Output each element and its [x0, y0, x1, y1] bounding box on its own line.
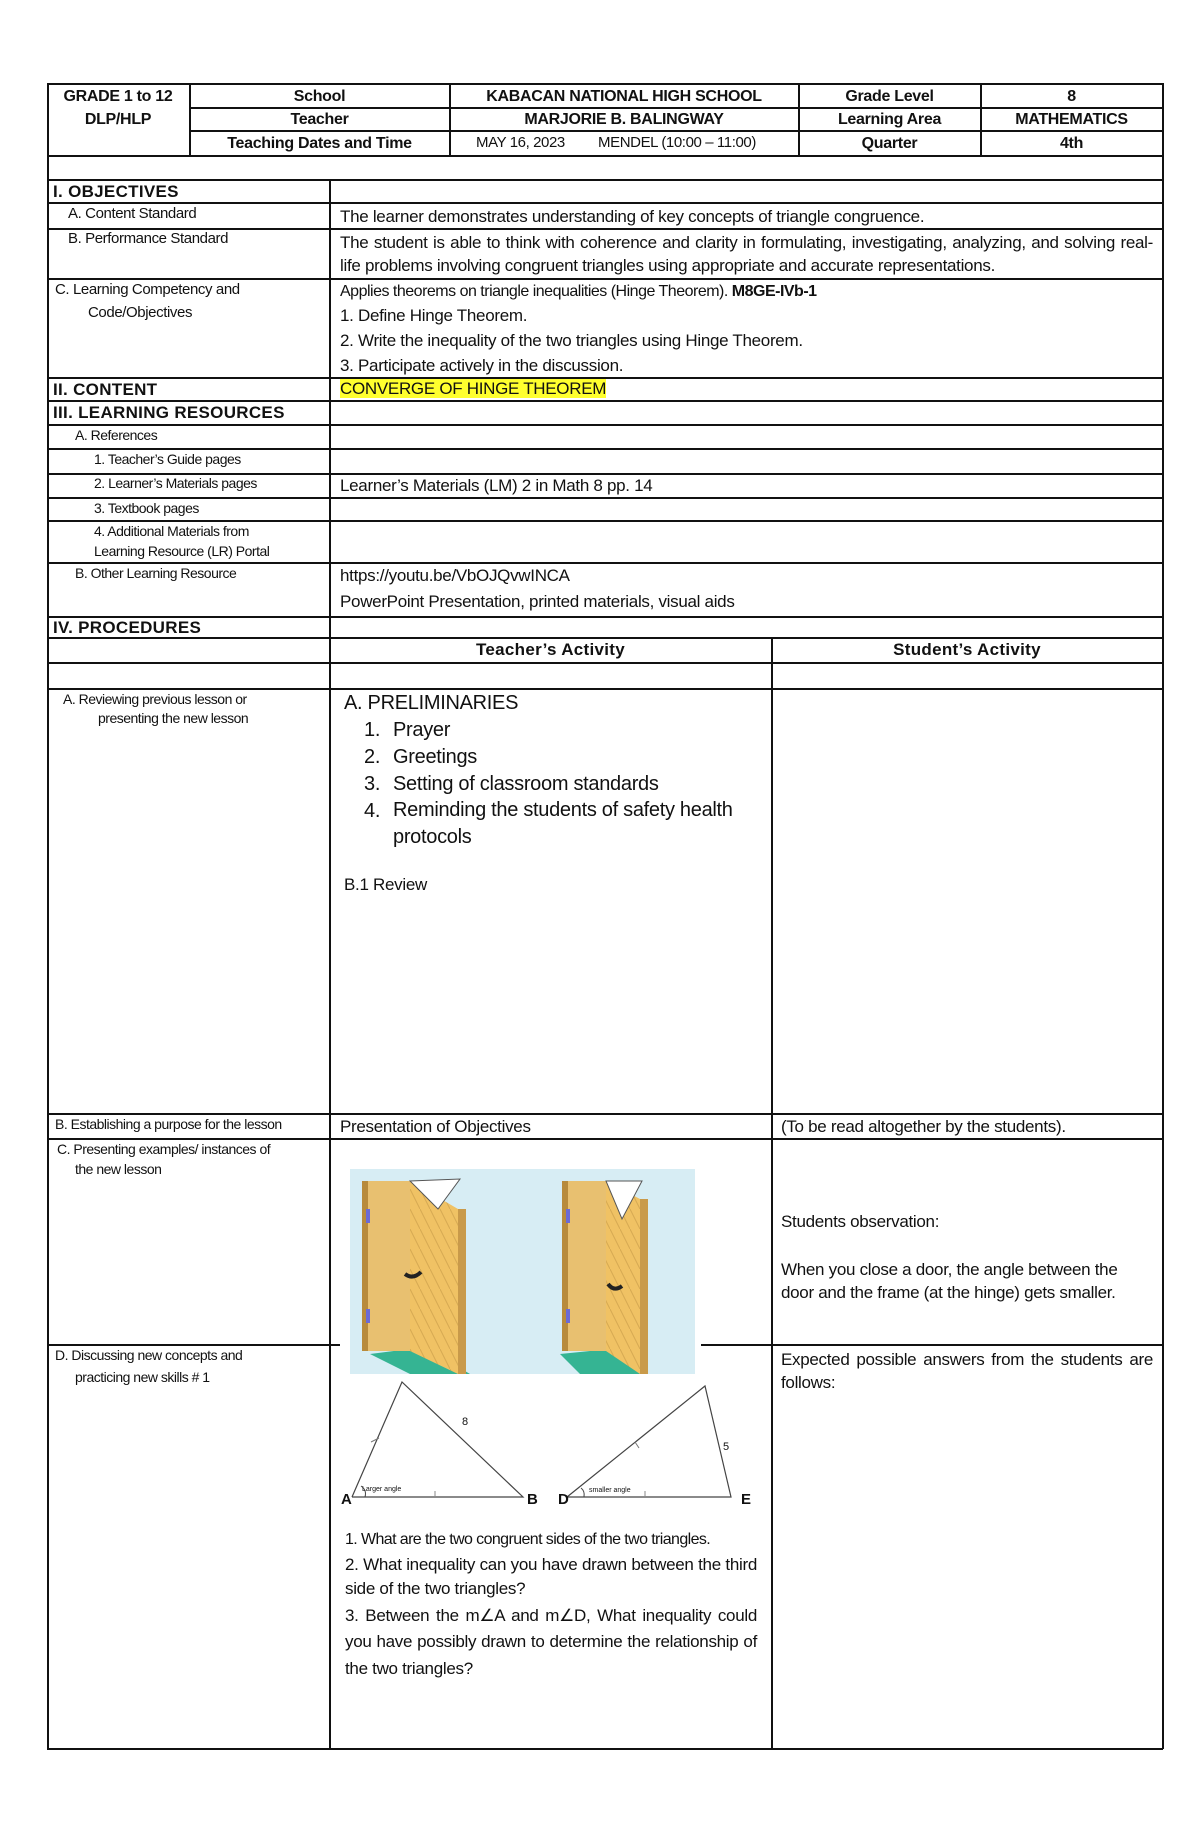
- content-title: II. CONTENT: [53, 380, 158, 399]
- objective-2: 2. Write the inequality of the two triangles using Hinge Theorem.: [340, 331, 803, 350]
- vertex-d: D: [558, 1491, 569, 1508]
- content-value-highlight: CONVERGE OF HINGE THEOREM: [340, 379, 607, 398]
- vertex-b: B: [527, 1491, 538, 1508]
- quarter-value: 4th: [1059, 135, 1084, 152]
- side-length-5: 5: [723, 1441, 730, 1453]
- school-value: KABACAN NATIONAL HIGH SCHOOL: [486, 88, 762, 105]
- procedures-title: IV. PROCEDURES: [53, 618, 202, 637]
- door-illustration: [350, 1169, 695, 1374]
- student-observation-title: Students observation:: [781, 1212, 940, 1231]
- prelim-item-2: Greetings: [393, 746, 478, 768]
- objective-1: 1. Define Hinge Theorem.: [340, 306, 528, 325]
- student-activity-heading: Student’s Activity: [893, 640, 1041, 659]
- purpose-label: B. Establishing a purpose for the lesson: [55, 1116, 282, 1132]
- competency-code: M8GE-IVb-1: [731, 283, 817, 300]
- textbook-pages-label: 3. Textbook pages: [94, 500, 199, 516]
- content-value: [340, 379, 606, 399]
- tg-pages-label: 1. Teacher’s Guide pages: [94, 451, 241, 467]
- additional-materials-label-1: 4. Additional Materials from: [94, 523, 249, 539]
- other-resource-materials: PowerPoint Presentation, printed materials, visual aids: [340, 592, 735, 611]
- performance-standard-label: B. Performance Standard: [68, 230, 229, 247]
- vertex-e: E: [741, 1491, 752, 1508]
- teacher-value: MARJORIE B. BALINGWAY: [524, 111, 724, 128]
- purpose-teacher: Presentation of Objectives: [340, 1117, 531, 1136]
- reviewing-label-2: presenting the new lesson: [98, 710, 249, 726]
- prelim-item-4: Reminding the students of safety health protocols: [393, 799, 733, 848]
- door-open-wide: [362, 1179, 470, 1374]
- competency-text: Applies theorems on triangle inequalities (Hinge Theorem).: [340, 283, 728, 300]
- objective-3: 3. Participate actively in the discussion.: [340, 356, 624, 375]
- competency-line: [340, 282, 817, 301]
- student-observation-text: When you close a door, the angle between the door and the frame (at the hinge) gets smaller.: [781, 1260, 1118, 1303]
- triangle-def: [567, 1386, 731, 1497]
- question-2: 2. What inequality can you have drawn between the third side of the two triangles?: [345, 1555, 757, 1599]
- prelim-item-4-num: 4.: [364, 800, 381, 822]
- dates-label: Teaching Dates and Time: [227, 135, 412, 152]
- teacher-activity-heading: Teacher’s Activity: [475, 640, 626, 659]
- learning-area-value: MATHEMATICS: [1015, 111, 1128, 128]
- smaller-angle-label: smaller angle: [589, 1487, 631, 1494]
- objectives-title: I. OBJECTIVES: [53, 182, 179, 201]
- references-label: A. References: [75, 427, 158, 443]
- examples-label-2: the new lesson: [75, 1161, 162, 1177]
- prelim-item-2-num: 2.: [364, 746, 381, 768]
- examples-label-1: C. Presenting examples/ instances of: [57, 1141, 271, 1157]
- question-3: 3. Between the m∠A and m∠D, What inequality could you have possibly drawn to determine the relationship of the two triangles?: [345, 1606, 757, 1678]
- other-resource-link[interactable]: https://youtu.be/VbOJQvwINCA: [340, 566, 570, 585]
- review-label: B.1 Review: [344, 875, 427, 894]
- school-label: School: [293, 88, 346, 105]
- door-slightly-open: [560, 1181, 648, 1374]
- triangles-figure: [335, 1376, 765, 1516]
- performance-standard-value: The student is able to think with coherence and clarity in formulating, investigating, analyzing, and solving real-life problems involving congruent triangles using appropriate and accurate representations.: [340, 233, 1153, 276]
- dates-value: MAY 16, 2023: [476, 134, 565, 151]
- content-standard-label: A. Content Standard: [68, 205, 197, 222]
- competency-label-1: C. Learning Competency and: [55, 281, 240, 298]
- teacher-label: Teacher: [290, 111, 349, 128]
- other-resource-label: B. Other Learning Resource: [75, 565, 237, 581]
- larger-angle-label: Larger angle: [362, 1486, 402, 1493]
- discussing-label-2: practicing new skills # 1: [75, 1369, 210, 1385]
- grade-level-value: 8: [1067, 88, 1076, 105]
- content-standard-value: The learner demonstrates understanding of key concepts of triangle congruence.: [340, 207, 925, 226]
- grade-level-label: Grade Level: [845, 88, 934, 105]
- additional-materials-label-2: Learning Resource (LR) Portal: [94, 543, 270, 559]
- expected-answers: Expected possible answers from the students are follows:: [781, 1350, 1153, 1393]
- quarter-label: Quarter: [861, 135, 918, 152]
- resources-title: III. LEARNING RESOURCES: [53, 403, 285, 422]
- prelim-item-1-num: 1.: [364, 719, 381, 741]
- prelim-item-3: Setting of classroom standards: [393, 773, 659, 795]
- prelim-item-1: Prayer: [393, 719, 451, 741]
- competency-label-2: Code/Objectives: [88, 304, 193, 321]
- lm-pages-label: 2. Learner’s Materials pages: [94, 475, 257, 491]
- learning-area-label: Learning Area: [837, 111, 942, 128]
- prelim-item-3-num: 3.: [364, 773, 381, 795]
- lm-pages-value: Learner’s Materials (LM) 2 in Math 8 pp. 14: [340, 476, 653, 495]
- dlp-label: DLP/HLP: [84, 111, 152, 128]
- grade-label: GRADE 1 to 12: [63, 88, 173, 105]
- discussing-label-1: D. Discussing new concepts and: [55, 1347, 243, 1363]
- purpose-student: (To be read altogether by the students).: [781, 1117, 1066, 1136]
- vertex-a: A: [341, 1491, 352, 1508]
- question-1: 1. What are the two congruent sides of the two triangles.: [345, 1531, 711, 1548]
- preliminaries-title: A. PRELIMINARIES: [344, 692, 519, 714]
- section-value: MENDEL (10:00 – 11:00): [598, 134, 756, 151]
- triangle-abc: [352, 1382, 523, 1497]
- side-length-8: 8: [462, 1416, 469, 1428]
- reviewing-label-1: A. Reviewing previous lesson or: [63, 691, 247, 707]
